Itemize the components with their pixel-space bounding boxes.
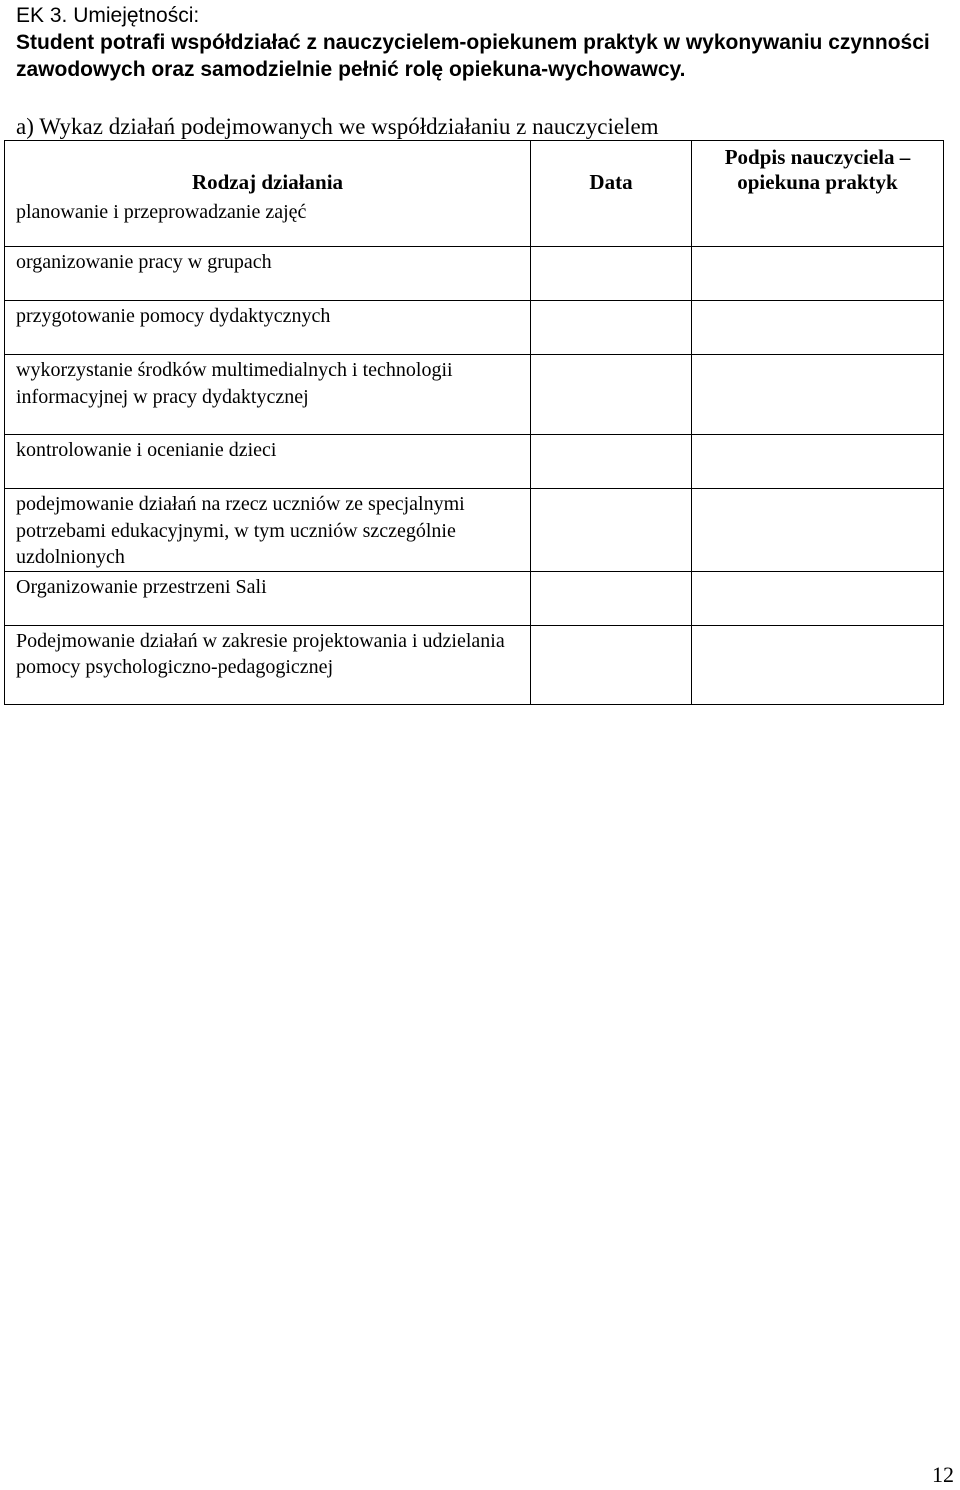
signature-cell[interactable] bbox=[692, 571, 944, 625]
signature-cell[interactable] bbox=[692, 355, 944, 435]
date-cell[interactable] bbox=[531, 301, 692, 355]
activity-cell: przygotowanie pomocy dydaktycznych bbox=[5, 301, 531, 355]
header-signature bbox=[692, 141, 944, 197]
date-cell[interactable] bbox=[531, 571, 692, 625]
activity-cell: wykorzystanie środków multimedialnych i technologii informacyjnej w pracy dydaktycznej bbox=[5, 355, 531, 435]
date-cell[interactable] bbox=[531, 625, 692, 704]
header-activity: Rodzaj działania bbox=[5, 141, 531, 197]
table-row bbox=[5, 571, 944, 625]
activity-cell: kontrolowanie i ocenianie dzieci bbox=[5, 435, 531, 489]
signature-cell[interactable] bbox=[692, 247, 944, 301]
header-signature-line2: opiekuna praktyk bbox=[737, 169, 898, 194]
table-row bbox=[5, 247, 944, 301]
header-date: Data bbox=[531, 141, 692, 197]
date-cell[interactable] bbox=[531, 489, 692, 572]
table-row bbox=[5, 435, 944, 489]
competency-heading bbox=[16, 2, 946, 83]
activity-cell: podejmowanie działań na rzecz uczniów ze specjalnymi potrzebami edukacyjnymi, w tym uczniów szczególnie uzdolnionych bbox=[5, 489, 531, 572]
activity-cell: Podejmowanie działań w zakresie projektowania i udzielania pomocy psychologiczno-pedagogicznej bbox=[5, 625, 531, 704]
competency-description: Student potrafi współdziałać z nauczycielem-opiekunem praktyk w wykonywaniu czynności zawodowych oraz samodzielnie pełnić rolę opiekuna-wychowawcy. bbox=[16, 31, 930, 81]
date-cell[interactable] bbox=[531, 435, 692, 489]
table-row bbox=[5, 489, 944, 572]
date-cell[interactable] bbox=[531, 247, 692, 301]
signature-cell[interactable] bbox=[692, 301, 944, 355]
signature-cell[interactable] bbox=[692, 625, 944, 704]
table-row bbox=[5, 301, 944, 355]
table-header-row bbox=[5, 141, 944, 197]
date-cell[interactable] bbox=[531, 197, 692, 247]
activity-cell: organizowanie pracy w grupach bbox=[5, 247, 531, 301]
table-row bbox=[5, 355, 944, 435]
activity-cell: planowanie i przeprowadzanie zajęć bbox=[5, 197, 531, 247]
signature-cell[interactable] bbox=[692, 435, 944, 489]
activity-cell: Organizowanie przestrzeni Sali bbox=[5, 571, 531, 625]
signature-cell[interactable] bbox=[692, 197, 944, 247]
table-row bbox=[5, 197, 944, 247]
header-signature-line1: Podpis nauczyciela – bbox=[724, 144, 911, 169]
section-title: a) Wykaz działań podejmowanych we współdziałaniu z nauczycielem bbox=[16, 114, 659, 139]
table-row bbox=[5, 625, 944, 704]
signature-cell[interactable] bbox=[692, 489, 944, 572]
date-cell[interactable] bbox=[531, 355, 692, 435]
page-number: 12 bbox=[932, 1462, 954, 1487]
activity-log-table bbox=[4, 140, 944, 705]
competency-code: EK 3. Umiejętności: bbox=[16, 4, 200, 27]
